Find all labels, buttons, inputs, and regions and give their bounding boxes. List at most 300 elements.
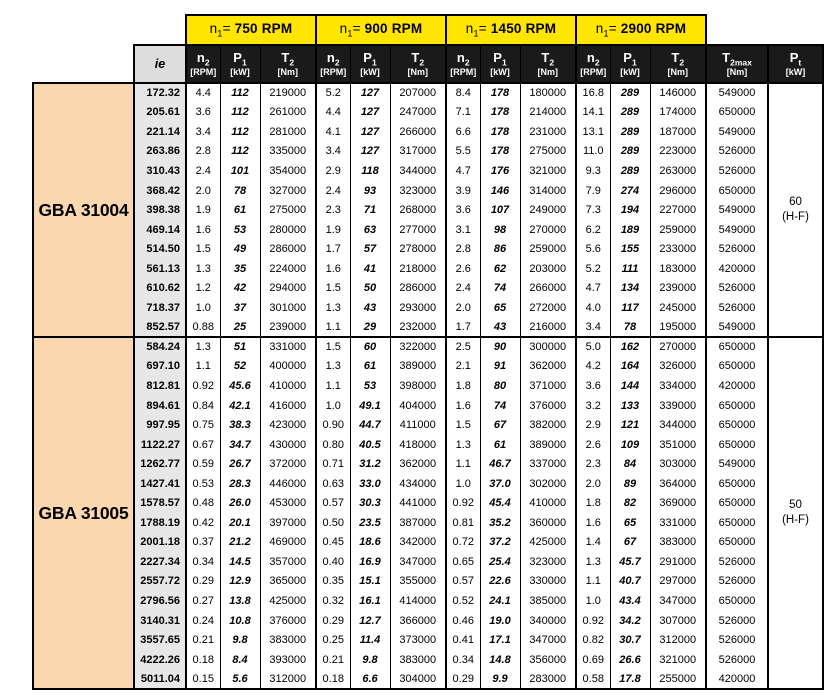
t2-cell: 195000 xyxy=(650,318,706,338)
table-row xyxy=(33,142,823,162)
table-row xyxy=(33,591,823,611)
t2-cell: 389000 xyxy=(520,435,576,455)
p1-cell: 112 xyxy=(220,103,260,123)
ie-cell: 1578.57 xyxy=(134,493,186,513)
n2-cell: 4.0 xyxy=(576,298,610,318)
n2-cell: 5.2 xyxy=(316,83,350,103)
t2max-cell: 549000 xyxy=(706,220,768,240)
t2-cell: 323000 xyxy=(390,181,446,201)
t2-cell: 411000 xyxy=(390,415,446,435)
p1-cell: 30.7 xyxy=(610,630,650,650)
t2-cell: 261000 xyxy=(260,103,316,123)
t2-cell: 423000 xyxy=(260,415,316,435)
t2-cell: 245000 xyxy=(650,298,706,318)
t2-column-header: $T_2$ [Nm] xyxy=(390,45,446,83)
ie-cell: 2557.72 xyxy=(134,572,186,592)
n2-cell: 1.3 xyxy=(316,357,350,377)
t2-cell: 278000 xyxy=(390,239,446,259)
t2-cell: 239000 xyxy=(650,278,706,298)
n2-column-header: $n_2$ [RPM] xyxy=(576,45,610,83)
t2-cell: 376000 xyxy=(260,611,316,631)
t2-cell: 239000 xyxy=(260,318,316,338)
n2-cell: 0.65 xyxy=(446,552,480,572)
n2-cell: 2.9 xyxy=(576,415,610,435)
t2-cell: 354000 xyxy=(260,161,316,181)
p1-cell: 109 xyxy=(610,435,650,455)
n2-cell: 1.1 xyxy=(186,357,220,377)
n2-cell: 1.9 xyxy=(186,200,220,220)
t2-cell: 376000 xyxy=(520,396,576,416)
t2-cell: 362000 xyxy=(390,454,446,474)
n2-cell: 1.0 xyxy=(446,474,480,494)
p1-cell: 121 xyxy=(610,415,650,435)
t2-cell: 304000 xyxy=(390,669,446,689)
t2-column-header: $T_2$ [Nm] xyxy=(260,45,316,83)
n2-cell: 2.9 xyxy=(316,161,350,181)
p1-cell: 43 xyxy=(480,318,520,338)
n2-cell: 2.4 xyxy=(186,161,220,181)
n2-cell: 0.72 xyxy=(446,533,480,553)
n2-cell: 13.1 xyxy=(576,122,610,142)
n2-cell: 1.6 xyxy=(446,396,480,416)
t2-cell: 372000 xyxy=(260,454,316,474)
blank-corner xyxy=(706,15,823,45)
table-row xyxy=(33,552,823,572)
p1-cell: 43 xyxy=(350,298,390,318)
t2-cell: 373000 xyxy=(390,630,446,650)
blank-corner xyxy=(33,15,186,45)
t2max-column-header: $T_{2max}$ [Nm] xyxy=(706,45,768,83)
p1-cell: 24.1 xyxy=(480,591,520,611)
p1-cell: 91 xyxy=(480,357,520,377)
n2-cell: 0.58 xyxy=(576,669,610,689)
t2max-cell: 549000 xyxy=(706,318,768,338)
n2-cell: 1.6 xyxy=(316,259,350,279)
table-row xyxy=(33,357,823,377)
ie-cell: 997.95 xyxy=(134,415,186,435)
n2-cell: 11.0 xyxy=(576,142,610,162)
p1-cell: 80 xyxy=(480,376,520,396)
ie-cell: 368.42 xyxy=(134,181,186,201)
n2-cell: 0.27 xyxy=(186,591,220,611)
t2-cell: 400000 xyxy=(260,357,316,377)
t2-cell: 203000 xyxy=(520,259,576,279)
p1-cell: 60 xyxy=(350,337,390,357)
n2-cell: 4.4 xyxy=(186,83,220,103)
n2-cell: 5.6 xyxy=(576,239,610,259)
table-row xyxy=(33,630,823,650)
t2max-cell: 650000 xyxy=(706,474,768,494)
n2-cell: 1.2 xyxy=(186,278,220,298)
ie-cell: 561.13 xyxy=(134,259,186,279)
n2-cell: 3.4 xyxy=(576,318,610,338)
t2max-cell: 526000 xyxy=(706,161,768,181)
t2max-cell: 650000 xyxy=(706,396,768,416)
table-row xyxy=(33,83,823,103)
p1-cell: 9.9 xyxy=(480,669,520,689)
n2-cell: 0.21 xyxy=(186,630,220,650)
t2-cell: 286000 xyxy=(390,278,446,298)
t2-cell: 335000 xyxy=(260,142,316,162)
t2-cell: 232000 xyxy=(390,318,446,338)
t2-cell: 321000 xyxy=(520,161,576,181)
n2-cell: 1.5 xyxy=(316,278,350,298)
t2-cell: 339000 xyxy=(650,396,706,416)
n2-cell: 0.53 xyxy=(186,474,220,494)
p1-cell: 63 xyxy=(350,220,390,240)
p1-cell: 10.8 xyxy=(220,611,260,631)
ie-cell: 610.62 xyxy=(134,278,186,298)
p1-cell: 41 xyxy=(350,259,390,279)
t2-cell: 425000 xyxy=(260,591,316,611)
t2-cell: 356000 xyxy=(520,650,576,670)
p1-cell: 14.8 xyxy=(480,650,520,670)
p1-column-header: $P_1$ [kW] xyxy=(220,45,260,83)
n2-cell: 0.29 xyxy=(446,669,480,689)
t2-cell: 275000 xyxy=(260,200,316,220)
t2max-cell: 650000 xyxy=(706,415,768,435)
table-row xyxy=(33,572,823,592)
n2-cell: 3.6 xyxy=(446,200,480,220)
n2-cell: 2.3 xyxy=(316,200,350,220)
t2-cell: 355000 xyxy=(390,572,446,592)
p1-cell: 26.0 xyxy=(220,493,260,513)
p1-cell: 178 xyxy=(480,142,520,162)
t2-cell: 418000 xyxy=(390,435,446,455)
t2-cell: 364000 xyxy=(650,474,706,494)
t2-cell: 302000 xyxy=(520,474,576,494)
p1-cell: 289 xyxy=(610,83,650,103)
n2-cell: 1.8 xyxy=(576,493,610,513)
n2-cell: 0.40 xyxy=(316,552,350,572)
p1-cell: 274 xyxy=(610,181,650,201)
table-row xyxy=(33,239,823,259)
t2-column-header: $T_2$ [Nm] xyxy=(520,45,576,83)
t2-cell: 275000 xyxy=(520,142,576,162)
t2-cell: 397000 xyxy=(260,513,316,533)
p1-cell: 37 xyxy=(220,298,260,318)
p1-cell: 71 xyxy=(350,200,390,220)
n2-cell: 0.57 xyxy=(316,493,350,513)
t2-cell: 233000 xyxy=(650,239,706,259)
n2-cell: 2.4 xyxy=(316,181,350,201)
table-row xyxy=(33,220,823,240)
n2-cell: 0.42 xyxy=(186,513,220,533)
t2max-cell: 526000 xyxy=(706,611,768,631)
n2-cell: 5.0 xyxy=(576,337,610,357)
n2-cell: 0.57 xyxy=(446,572,480,592)
ie-cell: 4222.26 xyxy=(134,650,186,670)
p1-cell: 40.5 xyxy=(350,435,390,455)
n2-cell: 0.71 xyxy=(316,454,350,474)
p1-column-header: $P_1$ [kW] xyxy=(480,45,520,83)
n2-cell: 4.7 xyxy=(446,161,480,181)
p1-cell: 89 xyxy=(610,474,650,494)
ie-cell: 263.86 xyxy=(134,142,186,162)
table-row xyxy=(33,533,823,553)
t2-cell: 410000 xyxy=(520,493,576,513)
t2-cell: 259000 xyxy=(520,239,576,259)
n2-cell: 2.0 xyxy=(446,298,480,318)
table-row xyxy=(33,396,823,416)
n2-cell: 0.48 xyxy=(186,493,220,513)
model-label: GBA 31004 xyxy=(33,83,134,337)
ie-cell: 2001.18 xyxy=(134,533,186,553)
n2-cell: 2.0 xyxy=(576,474,610,494)
n2-cell: 0.24 xyxy=(186,611,220,631)
table-row xyxy=(33,513,823,533)
p1-cell: 50 xyxy=(350,278,390,298)
n2-cell: 1.3 xyxy=(186,337,220,357)
t2-cell: 362000 xyxy=(520,357,576,377)
n2-cell: 0.92 xyxy=(446,493,480,513)
p1-column-header: $P_1$ [kW] xyxy=(610,45,650,83)
n2-cell: 3.1 xyxy=(446,220,480,240)
t2-cell: 293000 xyxy=(390,298,446,318)
n2-cell: 0.35 xyxy=(316,572,350,592)
p1-cell: 289 xyxy=(610,122,650,142)
n2-cell: 0.34 xyxy=(446,650,480,670)
t2-cell: 357000 xyxy=(260,552,316,572)
p1-cell: 30.3 xyxy=(350,493,390,513)
t2max-cell: 526000 xyxy=(706,142,768,162)
gear-ratings-table xyxy=(32,14,824,690)
p1-cell: 13.8 xyxy=(220,591,260,611)
t2-cell: 326000 xyxy=(650,357,706,377)
p1-cell: 14.5 xyxy=(220,552,260,572)
t2-cell: 255000 xyxy=(650,669,706,689)
t2max-cell: 650000 xyxy=(706,591,768,611)
t2-cell: 393000 xyxy=(260,650,316,670)
t2-cell: 227000 xyxy=(650,200,706,220)
t2-cell: 321000 xyxy=(650,650,706,670)
t2-cell: 371000 xyxy=(520,376,576,396)
ie-cell: 310.43 xyxy=(134,161,186,181)
p1-cell: 8.4 xyxy=(220,650,260,670)
p1-cell: 93 xyxy=(350,181,390,201)
n2-cell: 2.3 xyxy=(576,454,610,474)
t2-cell: 387000 xyxy=(390,513,446,533)
t2-cell: 280000 xyxy=(260,220,316,240)
n2-cell: 7.1 xyxy=(446,103,480,123)
t2-cell: 337000 xyxy=(520,454,576,474)
t2max-cell: 420000 xyxy=(706,376,768,396)
ie-cell: 852.57 xyxy=(134,318,186,338)
t2-cell: 314000 xyxy=(520,181,576,201)
ie-cell: 2227.34 xyxy=(134,552,186,572)
p1-cell: 65 xyxy=(610,513,650,533)
t2-cell: 283000 xyxy=(520,669,576,689)
n2-cell: 0.52 xyxy=(446,591,480,611)
p1-cell: 289 xyxy=(610,161,650,181)
p1-cell: 162 xyxy=(610,337,650,357)
p1-cell: 29 xyxy=(350,318,390,338)
pt-column-header: $P_t$ [kW] xyxy=(768,45,823,83)
t2max-cell: 650000 xyxy=(706,533,768,553)
t2max-cell: 549000 xyxy=(706,83,768,103)
p1-cell: 26.6 xyxy=(610,650,650,670)
n2-cell: 1.3 xyxy=(576,552,610,572)
p1-cell: 9.8 xyxy=(220,630,260,650)
t2-cell: 416000 xyxy=(260,396,316,416)
speed-header: $n_1= 1450$ RPM xyxy=(446,15,576,45)
t2-cell: 263000 xyxy=(650,161,706,181)
t2-cell: 398000 xyxy=(390,376,446,396)
n2-cell: 0.75 xyxy=(186,415,220,435)
p1-cell: 38.3 xyxy=(220,415,260,435)
t2max-cell: 650000 xyxy=(706,357,768,377)
ie-cell: 1262.77 xyxy=(134,454,186,474)
n2-cell: 4.1 xyxy=(316,122,350,142)
n2-column-header: $n_2$ [RPM] xyxy=(446,45,480,83)
p1-cell: 194 xyxy=(610,200,650,220)
p1-cell: 25 xyxy=(220,318,260,338)
t2-cell: 218000 xyxy=(390,259,446,279)
n2-cell: 0.25 xyxy=(316,630,350,650)
p1-cell: 84 xyxy=(610,454,650,474)
n2-cell: 1.5 xyxy=(446,415,480,435)
t2-cell: 342000 xyxy=(390,533,446,553)
table-row xyxy=(33,415,823,435)
t2-cell: 446000 xyxy=(260,474,316,494)
n2-cell: 3.6 xyxy=(576,376,610,396)
t2-cell: 347000 xyxy=(520,630,576,650)
p1-cell: 144 xyxy=(610,376,650,396)
t2max-cell: 549000 xyxy=(706,122,768,142)
t2-cell: 286000 xyxy=(260,239,316,259)
n2-cell: 7.9 xyxy=(576,181,610,201)
t2-cell: 322000 xyxy=(390,337,446,357)
ie-cell: 514.50 xyxy=(134,239,186,259)
n2-cell: 3.6 xyxy=(186,103,220,123)
p1-cell: 46.7 xyxy=(480,454,520,474)
n2-cell: 0.46 xyxy=(446,611,480,631)
n2-cell: 2.0 xyxy=(186,181,220,201)
t2-cell: 330000 xyxy=(520,572,576,592)
n2-cell: 0.41 xyxy=(446,630,480,650)
t2-cell: 366000 xyxy=(390,611,446,631)
n2-cell: 0.59 xyxy=(186,454,220,474)
t2-cell: 214000 xyxy=(520,103,576,123)
table-row xyxy=(33,650,823,670)
p1-cell: 6.6 xyxy=(350,669,390,689)
n2-column-header: $n_2$ [RPM] xyxy=(186,45,220,83)
p1-cell: 31.2 xyxy=(350,454,390,474)
model-label: GBA 31005 xyxy=(33,337,134,689)
t2-cell: 307000 xyxy=(650,611,706,631)
ie-cell: 5011.04 xyxy=(134,669,186,689)
table-row xyxy=(33,376,823,396)
p1-cell: 98 xyxy=(480,220,520,240)
p1-cell: 134 xyxy=(610,278,650,298)
t2-cell: 303000 xyxy=(650,454,706,474)
p1-cell: 67 xyxy=(610,533,650,553)
p1-cell: 178 xyxy=(480,103,520,123)
t2-cell: 347000 xyxy=(650,591,706,611)
t2-cell: 410000 xyxy=(260,376,316,396)
t2-cell: 331000 xyxy=(650,513,706,533)
t2-cell: 224000 xyxy=(260,259,316,279)
p1-cell: 82 xyxy=(610,493,650,513)
t2-cell: 389000 xyxy=(390,357,446,377)
p1-cell: 35 xyxy=(220,259,260,279)
n2-cell: 9.3 xyxy=(576,161,610,181)
t2-cell: 277000 xyxy=(390,220,446,240)
p1-cell: 28.3 xyxy=(220,474,260,494)
t2-cell: 180000 xyxy=(520,83,576,103)
ie-cell: 1122.27 xyxy=(134,435,186,455)
model-section xyxy=(33,83,823,337)
n2-cell: 2.6 xyxy=(576,435,610,455)
p1-cell: 117 xyxy=(610,298,650,318)
t2-cell: 146000 xyxy=(650,83,706,103)
ie-cell: 1427.41 xyxy=(134,474,186,494)
n2-cell: 8.4 xyxy=(446,83,480,103)
p1-column-header: $P_1$ [kW] xyxy=(350,45,390,83)
n2-cell: 0.90 xyxy=(316,415,350,435)
n2-cell: 0.82 xyxy=(576,630,610,650)
p1-cell: 15.1 xyxy=(350,572,390,592)
n2-cell: 1.7 xyxy=(446,318,480,338)
n2-cell: 1.1 xyxy=(316,318,350,338)
t2-cell: 317000 xyxy=(390,142,446,162)
ie-cell: 469.14 xyxy=(134,220,186,240)
p1-cell: 35.2 xyxy=(480,513,520,533)
n2-cell: 1.4 xyxy=(576,533,610,553)
p1-cell: 155 xyxy=(610,239,650,259)
p1-cell: 90 xyxy=(480,337,520,357)
p1-cell: 17.8 xyxy=(610,669,650,689)
table-row xyxy=(33,611,823,631)
t2-cell: 441000 xyxy=(390,493,446,513)
p1-cell: 74 xyxy=(480,278,520,298)
table-row xyxy=(33,181,823,201)
t2-cell: 301000 xyxy=(260,298,316,318)
n2-cell: 1.3 xyxy=(446,435,480,455)
p1-cell: 9.8 xyxy=(350,650,390,670)
t2-cell: 383000 xyxy=(260,630,316,650)
table-row xyxy=(33,474,823,494)
t2-cell: 272000 xyxy=(520,298,576,318)
n2-cell: 0.21 xyxy=(316,650,350,670)
p1-cell: 37.2 xyxy=(480,533,520,553)
p1-cell: 49 xyxy=(220,239,260,259)
t2-cell: 360000 xyxy=(520,513,576,533)
n2-cell: 0.84 xyxy=(186,396,220,416)
n2-cell: 1.0 xyxy=(576,591,610,611)
n2-cell: 1.1 xyxy=(446,454,480,474)
p1-cell: 127 xyxy=(350,122,390,142)
t2-cell: 270000 xyxy=(650,337,706,357)
table-row xyxy=(33,103,823,123)
p1-cell: 133 xyxy=(610,396,650,416)
t2-cell: 344000 xyxy=(650,415,706,435)
p1-cell: 49.1 xyxy=(350,396,390,416)
p1-cell: 12.7 xyxy=(350,611,390,631)
n2-cell: 0.18 xyxy=(186,650,220,670)
t2-cell: 383000 xyxy=(390,650,446,670)
p1-cell: 53 xyxy=(220,220,260,240)
t2-cell: 430000 xyxy=(260,435,316,455)
t2max-cell: 650000 xyxy=(706,181,768,201)
p1-cell: 5.6 xyxy=(220,669,260,689)
t2-cell: 259000 xyxy=(650,220,706,240)
n2-cell: 0.29 xyxy=(186,572,220,592)
p1-cell: 34.7 xyxy=(220,435,260,455)
p1-cell: 22.6 xyxy=(480,572,520,592)
ie-cell: 2796.56 xyxy=(134,591,186,611)
p1-cell: 118 xyxy=(350,161,390,181)
